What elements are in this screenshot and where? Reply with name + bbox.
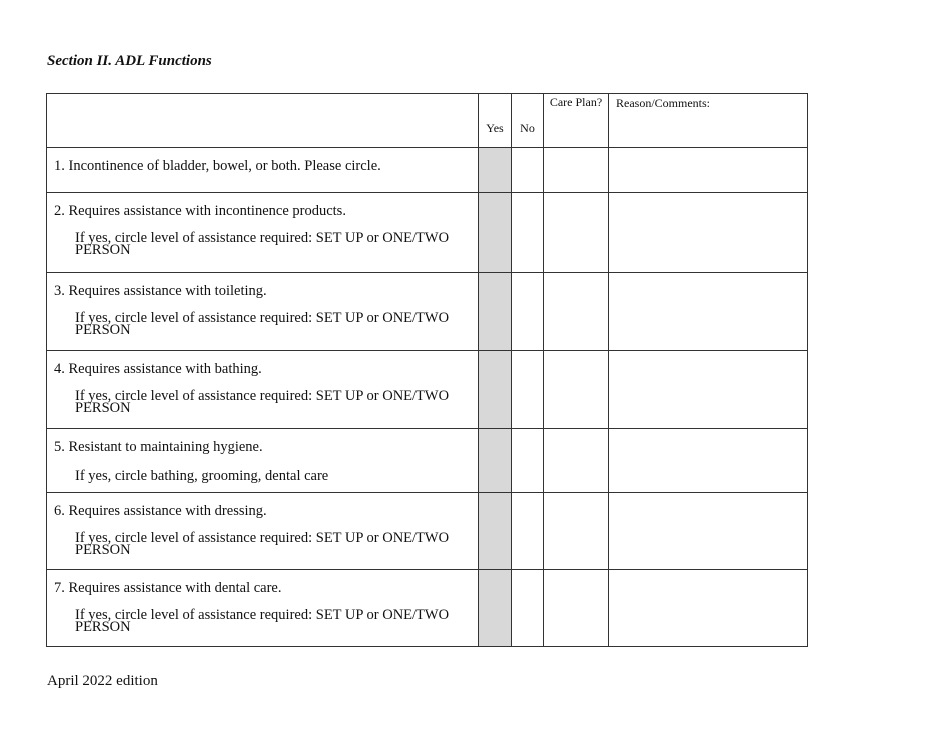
care-plan-cell[interactable] <box>544 193 609 273</box>
yes-cell[interactable] <box>479 429 512 493</box>
question-cell <box>47 429 479 493</box>
section-title: Section II. ADL Functions <box>47 53 212 69</box>
yes-cell[interactable] <box>479 570 512 647</box>
question-subtext: If yes, circle level of assistance required: SET UP or ONE/TWO PERSON <box>75 230 450 258</box>
question-cell <box>47 351 479 429</box>
table-row <box>47 493 808 570</box>
question-text: 2. Requires assistance with incontinence products. <box>54 203 346 219</box>
header-no: No <box>512 94 544 148</box>
yes-cell[interactable] <box>479 193 512 273</box>
question-subtext: If yes, circle level of assistance required: SET UP or ONE/TWO PERSON <box>75 388 450 416</box>
question-subtext: If yes, circle level of assistance required: SET UP or ONE/TWO PERSON <box>75 607 450 635</box>
table-row <box>47 148 808 193</box>
adl-table <box>46 93 808 647</box>
question-text: 5. Resistant to maintaining hygiene. <box>54 439 263 455</box>
care-plan-cell[interactable] <box>544 273 609 351</box>
comments-cell[interactable] <box>609 570 808 647</box>
question-subtext: If yes, circle level of assistance required: SET UP or ONE/TWO PERSON <box>75 530 450 558</box>
comments-cell[interactable] <box>609 193 808 273</box>
table-row <box>47 570 808 647</box>
header-care-plan: Care Plan? <box>544 94 609 148</box>
question-cell <box>47 193 479 273</box>
question-text: 6. Requires assistance with dressing. <box>54 503 267 519</box>
yes-cell[interactable] <box>479 493 512 570</box>
header-comments: Reason/Comments: <box>609 94 808 148</box>
no-cell[interactable] <box>512 351 544 429</box>
header-row <box>47 94 808 148</box>
question-cell <box>47 570 479 647</box>
no-cell[interactable] <box>512 493 544 570</box>
care-plan-cell[interactable] <box>544 493 609 570</box>
question-cell <box>47 148 479 193</box>
table-row <box>47 351 808 429</box>
question-cell <box>47 493 479 570</box>
question-subtext: If yes, circle bathing, grooming, dental care <box>75 468 329 484</box>
question-cell <box>47 273 479 351</box>
no-cell[interactable] <box>512 193 544 273</box>
header-yes: Yes <box>479 94 512 148</box>
care-plan-cell[interactable] <box>544 570 609 647</box>
no-cell[interactable] <box>512 570 544 647</box>
question-text: 4. Requires assistance with bathing. <box>54 361 262 377</box>
edition-footer: April 2022 edition <box>47 673 158 689</box>
comments-cell[interactable] <box>609 429 808 493</box>
comments-cell[interactable] <box>609 148 808 193</box>
table-row <box>47 273 808 351</box>
yes-cell[interactable] <box>479 148 512 193</box>
no-cell[interactable] <box>512 273 544 351</box>
question-text: 3. Requires assistance with toileting. <box>54 283 267 299</box>
yes-cell[interactable] <box>479 351 512 429</box>
yes-cell[interactable] <box>479 273 512 351</box>
header-item <box>47 94 479 148</box>
comments-cell[interactable] <box>609 493 808 570</box>
table-row <box>47 193 808 273</box>
comments-cell[interactable] <box>609 273 808 351</box>
no-cell[interactable] <box>512 429 544 493</box>
comments-cell[interactable] <box>609 351 808 429</box>
care-plan-cell[interactable] <box>544 148 609 193</box>
care-plan-cell[interactable] <box>544 429 609 493</box>
question-text: 7. Requires assistance with dental care. <box>54 580 282 596</box>
no-cell[interactable] <box>512 148 544 193</box>
table-row <box>47 429 808 493</box>
care-plan-cell[interactable] <box>544 351 609 429</box>
question-text: 1. Incontinence of bladder, bowel, or both. Please circle. <box>54 158 381 174</box>
question-subtext: If yes, circle level of assistance required: SET UP or ONE/TWO PERSON <box>75 310 450 338</box>
